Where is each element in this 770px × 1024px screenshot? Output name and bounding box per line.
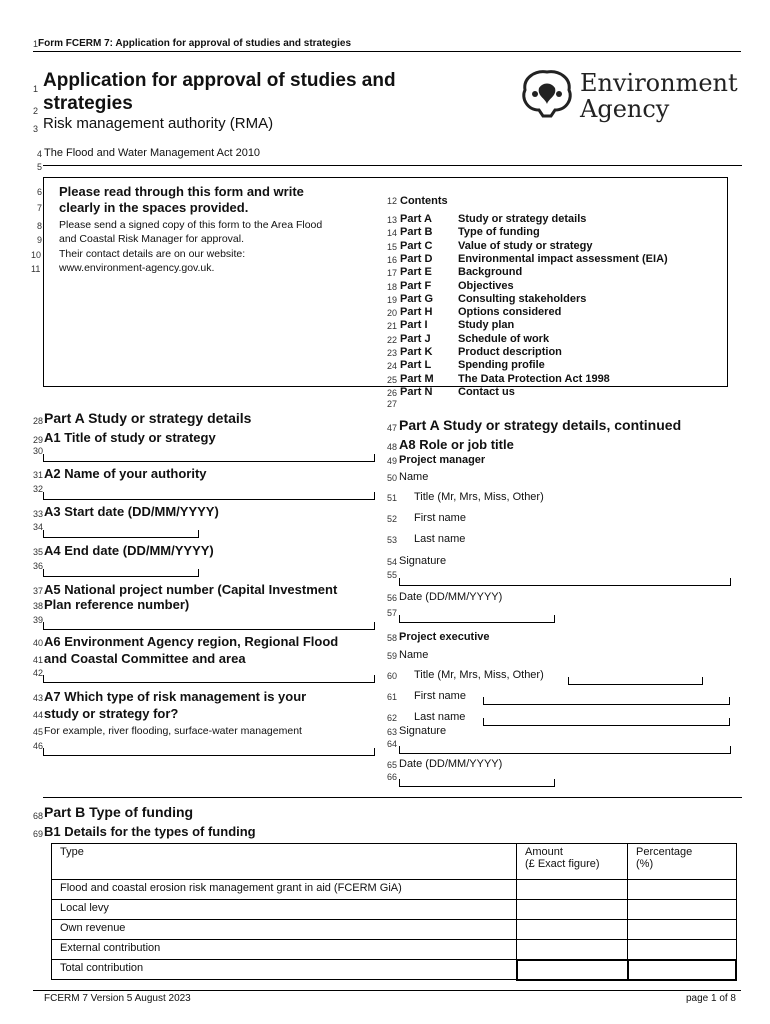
table-row <box>52 920 737 940</box>
line-number: 56 <box>387 593 398 603</box>
line-number: 59 <box>387 651 398 661</box>
total-amount-input[interactable] <box>517 960 628 980</box>
line-number: 6 <box>37 187 43 197</box>
contents-part-name: Spending profile <box>458 359 545 372</box>
contents-part: Part L <box>400 359 432 372</box>
contents-part-name: Objectives <box>458 279 514 292</box>
line-number: 38 <box>33 601 44 611</box>
line-number: 61 <box>387 692 398 702</box>
line-number: 44 <box>33 710 44 720</box>
row-type-label: Total contribution <box>52 960 517 980</box>
a6-label: A6 Environment Agency region, Regional Flood <box>44 634 339 649</box>
line-number: 23 <box>387 348 398 358</box>
pm-signature-label: Signature <box>399 555 447 567</box>
a7-risk-type-input[interactable] <box>43 748 375 756</box>
intro-p2b: www.environment-agency.gov.uk. <box>59 262 215 274</box>
a7-hint: For example, river flooding, surface-water management <box>44 725 302 737</box>
line-number: 54 <box>387 557 398 567</box>
subtitle: Risk management authority (RMA) <box>43 115 274 132</box>
pm-date-input[interactable] <box>399 615 555 623</box>
line-number: 7 <box>37 203 43 213</box>
pm-title-label: Title (Mr, Mrs, Miss, Other) <box>414 491 544 503</box>
page-title-line2: strategies <box>43 93 133 114</box>
footer-page: page 1 of 8 <box>685 993 736 1004</box>
a2-authority-input[interactable] <box>43 492 375 500</box>
a1-label: A1 Title of study or strategy <box>44 430 216 445</box>
a7-label-2: study or strategy for? <box>44 706 179 721</box>
percentage-input[interactable] <box>628 900 737 920</box>
line-number: 66 <box>387 772 398 782</box>
contents-part: Part J <box>400 332 431 345</box>
line-number: 30 <box>33 446 44 456</box>
header-rule <box>33 51 741 52</box>
line-number: 11 <box>31 264 41 274</box>
line-number: 51 <box>387 493 398 503</box>
intro-p1a: Please send a signed copy of this form to the Area Flood <box>59 219 323 231</box>
a6-region-input[interactable] <box>43 675 375 683</box>
contents-part-name: Product description <box>458 346 562 358</box>
contents-item <box>400 319 515 332</box>
part-a-cont-heading: Part A Study or strategy details, continued <box>399 417 682 433</box>
line-number: 25 <box>387 374 398 385</box>
pe-name-label: Name <box>399 649 429 661</box>
table-row <box>52 880 737 900</box>
line-number: 34 <box>33 522 44 532</box>
a6-label-2: and Coastal Committee and area <box>44 651 246 666</box>
line-number: 39 <box>33 615 44 625</box>
oak-tree-logo-icon <box>517 68 577 120</box>
line-number: 17 <box>387 268 398 279</box>
pm-first-name-label: First name <box>414 512 466 524</box>
col-percentage-header <box>628 844 737 880</box>
line-number: 57 <box>387 608 398 618</box>
percentage-input[interactable] <box>628 940 737 960</box>
contents-part: Part D <box>400 252 433 265</box>
contents-part-name: Options considered <box>458 306 562 319</box>
table-row <box>52 960 737 980</box>
amount-input[interactable] <box>517 880 628 900</box>
contents-part-name: Study plan <box>458 319 515 332</box>
contents-item <box>400 385 515 398</box>
pm-date-label: Date (DD/MM/YYYY) <box>399 591 503 603</box>
pe-last-name-input[interactable] <box>483 718 730 726</box>
col-amount-line1: Amount <box>525 846 563 858</box>
col-percentage-line1: Percentage <box>636 846 693 858</box>
line-number: 68 <box>33 811 44 821</box>
a5-project-number-input[interactable] <box>43 622 375 630</box>
a8-label: A8 Role or job title <box>399 437 514 452</box>
line-number: 10 <box>31 250 42 260</box>
pe-first-name-input[interactable] <box>483 697 730 705</box>
contents-item <box>400 332 550 345</box>
line-number: 5 <box>37 162 43 172</box>
row-type-label: Own revenue <box>52 920 517 940</box>
line-number: 27 <box>387 399 398 409</box>
line-number: 63 <box>387 727 398 737</box>
form-header: Form FCERM 7: Application for approval of studies and strategies <box>38 38 352 49</box>
contents-item <box>400 213 587 225</box>
contents-part: Part E <box>400 266 432 279</box>
line-number: 49 <box>387 456 398 466</box>
a4-label: A4 End date (DD/MM/YYYY) <box>44 543 214 558</box>
divider <box>43 165 742 166</box>
col-amount-line2: (£ Exact figure) <box>525 858 600 870</box>
contents-part: Part F <box>400 279 432 292</box>
line-number: 42 <box>33 668 44 678</box>
contents-part: Part G <box>400 292 434 305</box>
pe-first-name-label: First name <box>414 690 466 702</box>
line-number: 3 <box>33 124 39 134</box>
percentage-input[interactable] <box>628 920 737 940</box>
logo-line2: Agency <box>580 95 670 123</box>
footer-version: FCERM 7 Version 5 August 2023 <box>44 993 191 1004</box>
line-number: 40 <box>33 638 44 648</box>
row-type-label: Local levy <box>52 900 517 920</box>
line-number: 50 <box>387 473 398 483</box>
line-number: 69 <box>33 829 44 839</box>
project-executive-label: Project executive <box>399 631 490 643</box>
line-number: 33 <box>33 509 44 519</box>
amount-input[interactable] <box>517 940 628 960</box>
line-number: 60 <box>387 671 398 681</box>
line-number: 20 <box>387 308 398 319</box>
contents-part-name: Study or strategy details <box>458 213 587 225</box>
line-number: 15 <box>387 241 398 252</box>
b1-label: B1 Details for the types of funding <box>44 824 256 839</box>
act-text: The Flood and Water Management Act 2010 <box>44 147 261 159</box>
contents-part: Part K <box>400 346 433 358</box>
line-number: 45 <box>33 727 44 737</box>
page-title: Application for approval of studies and <box>43 70 396 91</box>
line-number: 18 <box>387 281 398 292</box>
contents-part: Part N <box>400 385 433 398</box>
pe-signature-label: Signature <box>399 725 447 737</box>
contents-part-name: Type of funding <box>458 226 540 239</box>
line-number: 53 <box>387 535 398 545</box>
pm-name-label: Name <box>399 471 429 483</box>
contents-part: Part H <box>400 306 433 319</box>
contents-item <box>400 306 562 319</box>
pm-last-name-label: Last name <box>414 533 466 545</box>
a7-label: A7 Which type of risk management is your <box>44 689 307 704</box>
contents-part-name: The Data Protection Act 1998 <box>458 372 610 385</box>
funding-table <box>51 843 737 981</box>
line-number: 36 <box>33 561 44 571</box>
contents-part: Part C <box>400 239 433 252</box>
line-number: 2 <box>33 106 39 116</box>
line-number: 41 <box>33 655 44 665</box>
col-percentage-line2: (%) <box>636 858 654 870</box>
line-number: 46 <box>33 741 44 751</box>
contents-part-name: Background <box>458 266 523 279</box>
contents-item <box>400 226 540 239</box>
line-number: 1 <box>33 84 39 94</box>
pm-signature-input[interactable] <box>399 578 731 586</box>
line-number: 29 <box>33 435 44 445</box>
line-number: 43 <box>33 693 44 703</box>
table-header-row <box>52 844 737 880</box>
project-manager-label: Project manager <box>399 454 486 466</box>
pe-last-name-label: Last name <box>414 711 466 723</box>
a5-label: A5 National project number (Capital Investment <box>44 582 338 597</box>
line-number: 22 <box>387 334 398 345</box>
pe-title-label: Title (Mr, Mrs, Miss, Other) <box>414 669 544 681</box>
line-number: 16 <box>387 254 398 265</box>
contents-part: Part M <box>400 372 434 385</box>
contents-title: Contents <box>400 195 448 207</box>
line-number: 28 <box>33 416 44 426</box>
footer-rule <box>33 990 741 991</box>
line-number: 12 <box>387 196 398 206</box>
line-number: 37 <box>33 586 44 596</box>
line-number: 14 <box>387 228 398 239</box>
contents-part-name: Contact us <box>458 385 515 398</box>
percentage-input[interactable] <box>628 880 737 900</box>
pe-date-label: Date (DD/MM/YYYY) <box>399 758 503 770</box>
col-type-header: Type <box>52 844 517 880</box>
intro-heading: Please read through this form and write <box>59 184 304 199</box>
line-number: 52 <box>387 514 398 524</box>
line-number: 21 <box>387 321 398 332</box>
a4-end-date-input[interactable] <box>43 569 199 577</box>
contents-item <box>400 372 610 385</box>
line-number: 8 <box>37 221 43 231</box>
contents-item <box>400 252 668 265</box>
contents-item <box>400 279 514 292</box>
line-number: 32 <box>33 484 44 494</box>
intro-p1b: and Coastal Risk Manager for approval. <box>59 233 245 245</box>
line-number: 48 <box>387 442 398 452</box>
line-number: 19 <box>387 294 398 305</box>
line-number: 58 <box>387 633 398 643</box>
line-number: 64 <box>387 739 398 749</box>
amount-input[interactable] <box>517 920 628 940</box>
a5-label-2: Plan reference number) <box>44 597 190 612</box>
part-a-heading: Part A Study or strategy details <box>44 410 252 426</box>
pe-date-input[interactable] <box>399 779 555 787</box>
line-number: 31 <box>33 470 44 480</box>
logo-wordmark <box>580 70 738 122</box>
row-type-label: External contribution <box>52 940 517 960</box>
a2-label: A2 Name of your authority <box>44 466 207 481</box>
line-number: 65 <box>387 760 398 770</box>
contents-part-name: Schedule of work <box>458 332 550 345</box>
a3-start-date-input[interactable] <box>43 530 199 538</box>
divider <box>43 797 742 798</box>
line-number: 1 <box>33 39 39 49</box>
line-number: 4 <box>37 149 43 159</box>
col-amount-header <box>517 844 628 880</box>
contents-part-name: Consulting stakeholders <box>458 292 587 305</box>
contents-item <box>400 266 523 279</box>
intro-p2a: Their contact details are on our website: <box>59 248 246 260</box>
line-number: 26 <box>387 387 398 398</box>
row-type-label: Flood and coastal erosion risk management grant in aid (FCERM GiA) <box>52 880 517 900</box>
a1-title-input[interactable] <box>43 454 375 462</box>
part-b-heading: Part B Type of funding <box>44 804 194 820</box>
contents-item <box>400 359 545 372</box>
contents-part: Part B <box>400 226 433 239</box>
table-row <box>52 940 737 960</box>
contents-part-name: Environmental impact assessment (EIA) <box>458 252 668 265</box>
contents-item <box>400 239 593 252</box>
contents-part-name: Value of study or strategy <box>458 239 593 252</box>
line-number: 9 <box>37 235 43 245</box>
amount-input[interactable] <box>517 900 628 920</box>
line-number: 24 <box>387 361 398 372</box>
line-number: 47 <box>387 423 398 433</box>
intro-heading-2: clearly in the spaces provided. <box>59 200 249 215</box>
contents-part: Part I <box>400 319 428 332</box>
line-number: 35 <box>33 547 44 557</box>
contents-part: Part A <box>400 213 432 225</box>
line-number: 13 <box>387 215 398 225</box>
line-number: 62 <box>387 713 398 723</box>
contents-item <box>400 346 562 358</box>
contents-item <box>400 292 587 305</box>
pe-signature-input[interactable] <box>399 746 731 754</box>
table-row <box>52 900 737 920</box>
logo-line1: Environment <box>580 69 738 97</box>
total-percentage-input[interactable] <box>628 960 737 980</box>
a3-label: A3 Start date (DD/MM/YYYY) <box>44 504 219 519</box>
line-number: 55 <box>387 570 398 580</box>
pe-title-input[interactable] <box>568 677 703 685</box>
